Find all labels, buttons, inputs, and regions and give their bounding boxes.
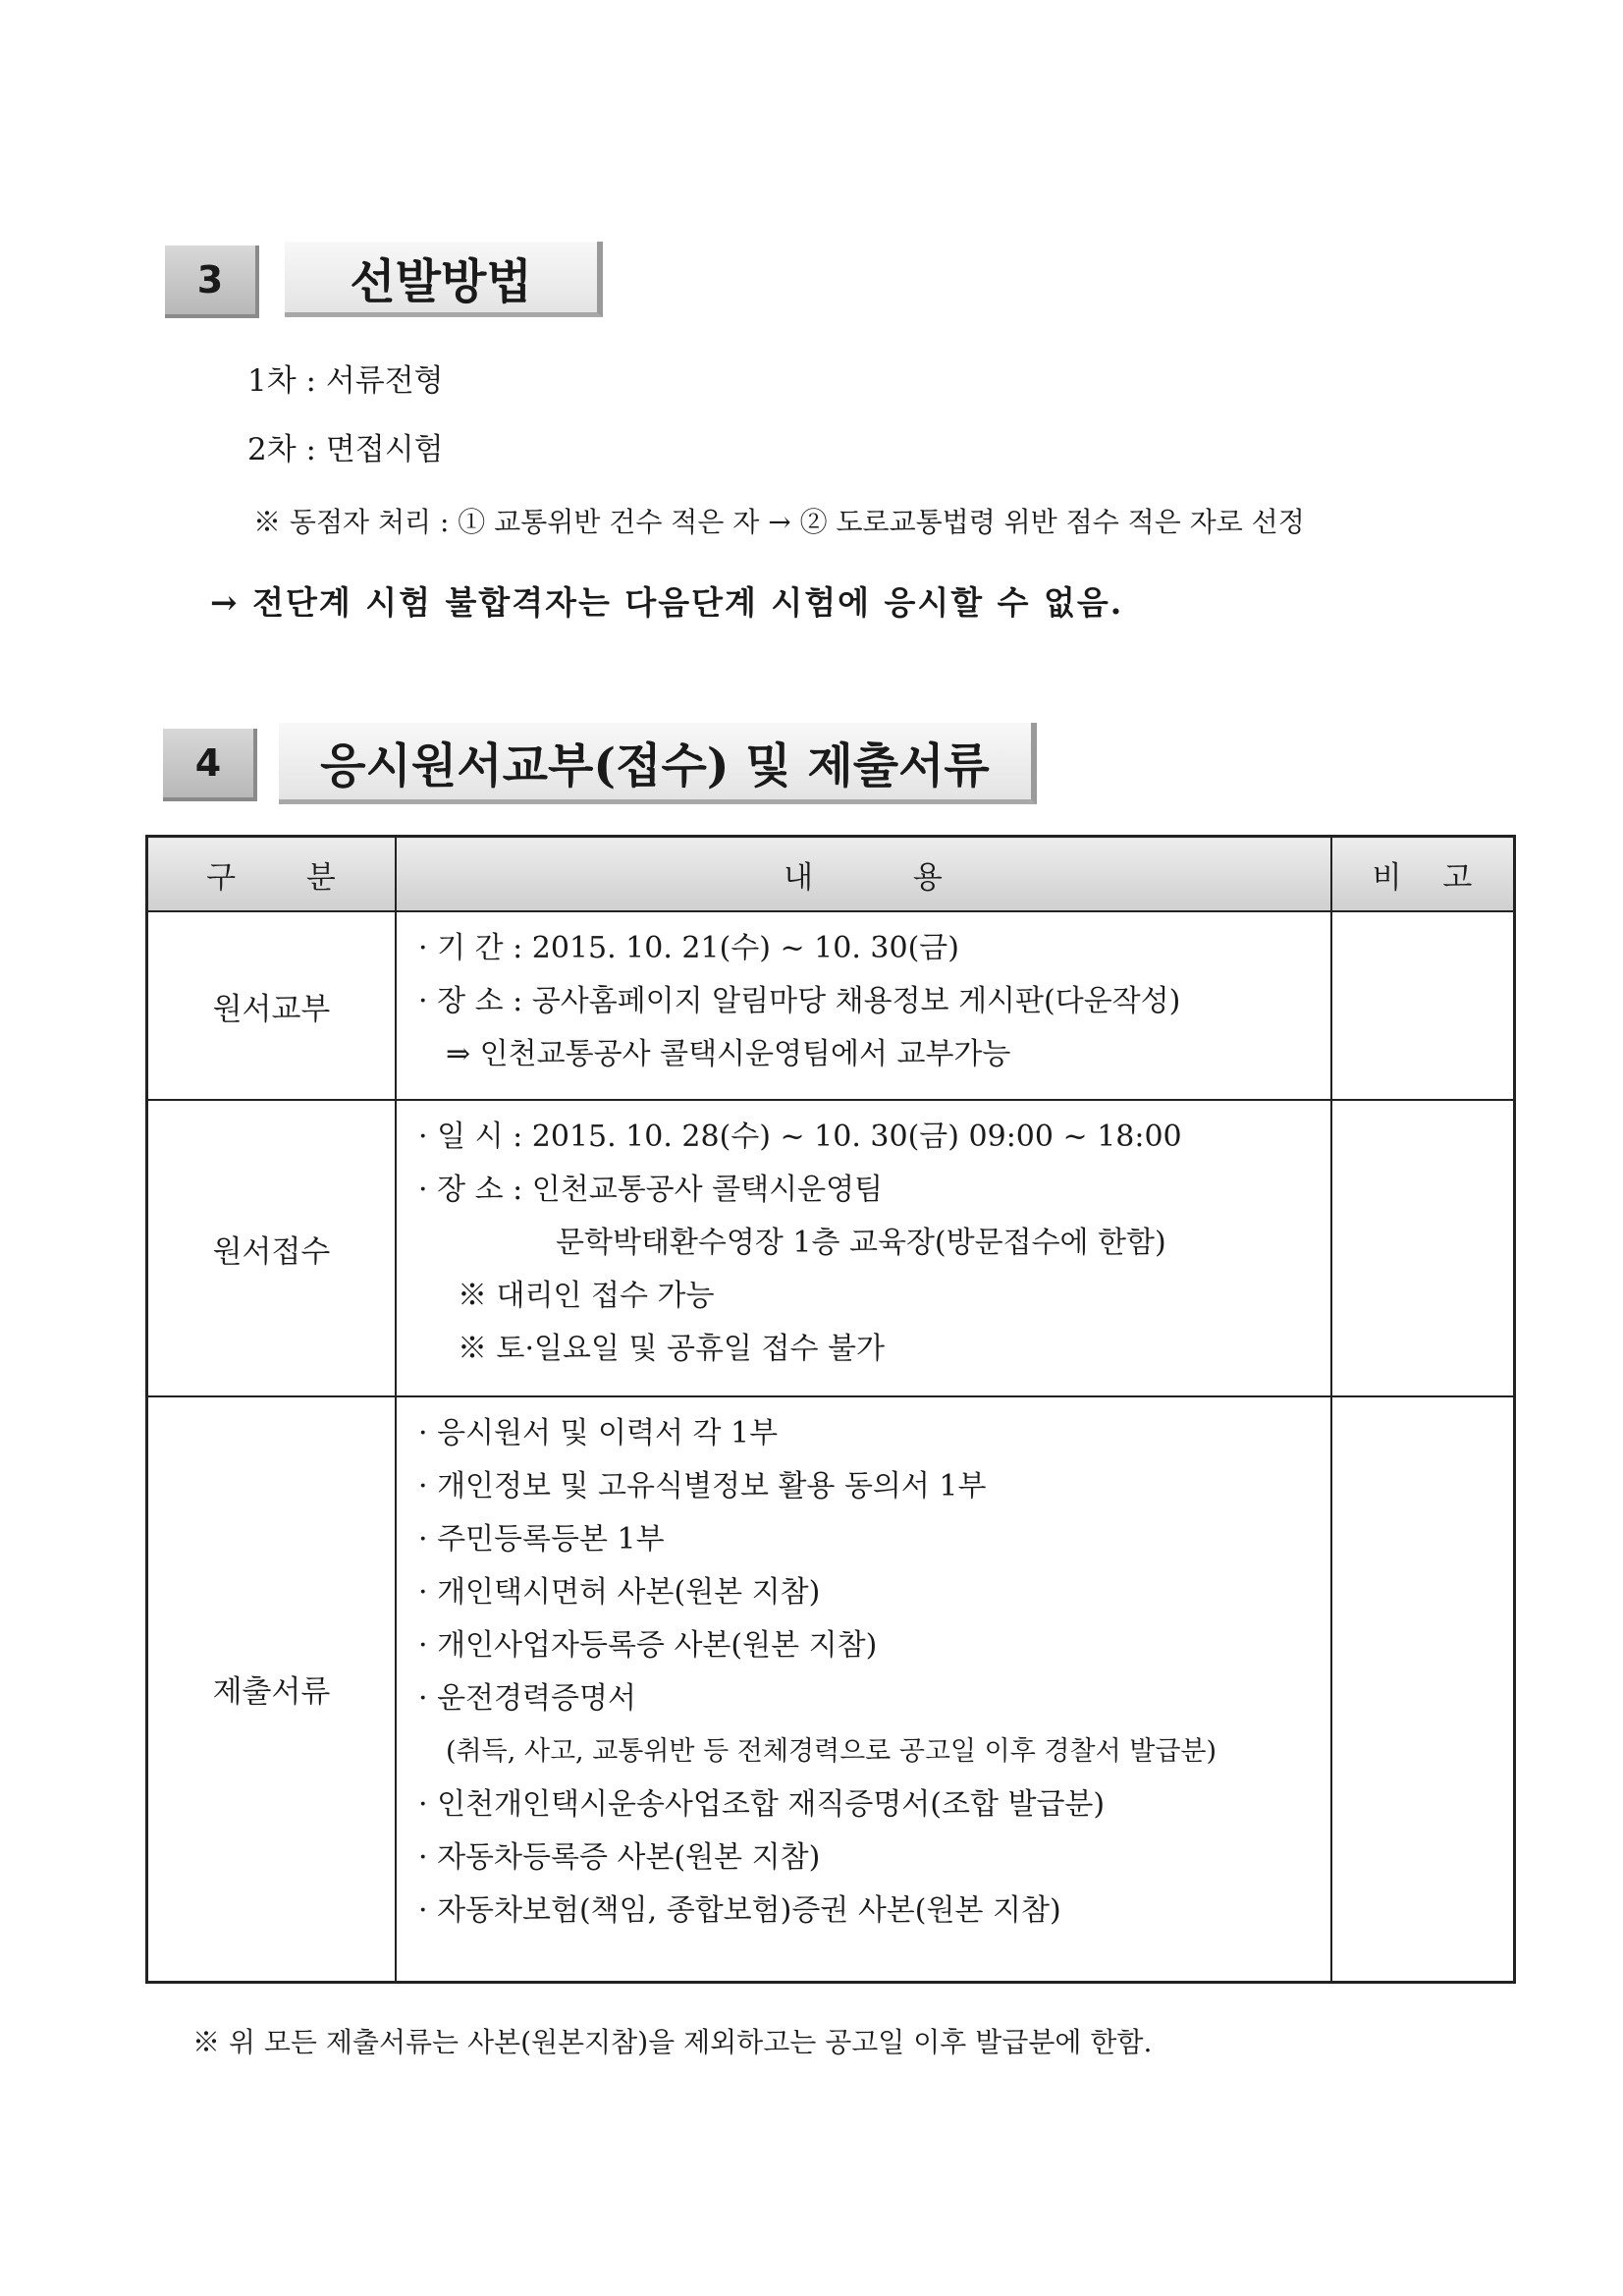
- content-cell: [396, 1396, 1331, 1982]
- header-category: 구 분: [147, 837, 397, 912]
- content-line: ※ 대리인 접수 가능: [458, 1279, 715, 1313]
- content-line: · 인천개인택시운송사업조합 재직증명서(조합 발급분): [418, 1787, 1106, 1822]
- section-3-title: 선발방법: [285, 242, 603, 317]
- content-line: · 개인정보 및 고유식별정보 활용 동의서 1부: [418, 1469, 987, 1503]
- content-line: (취득, 사고, 교통위반 등 전체경력으로 공고일 이후 경찰서 발급분): [446, 1736, 1217, 1767]
- content-line: ⇒ 인천교통공사 콜택시운영팀에서 교부가능: [446, 1037, 1011, 1071]
- content-line: · 주민등록등본 1부: [418, 1522, 665, 1557]
- remarks-cell: [1331, 1396, 1515, 1982]
- content-line: 문학박태환수영장 1층 교육장(방문접수에 한함): [556, 1226, 1166, 1260]
- content-line: · 기 간 : 2015. 10. 21(수) ~ 10. 30(금): [418, 931, 959, 965]
- header-remarks: 비 고: [1331, 837, 1515, 912]
- content-line: · 응시원서 및 이력서 각 1부: [418, 1416, 779, 1450]
- content-cell: [396, 1100, 1331, 1396]
- content-cell: [396, 911, 1331, 1100]
- content-line: · 개인택시면허 사본(원본 지참): [418, 1575, 821, 1610]
- content-line: ※ 토·일요일 및 공휴일 접수 불가: [458, 1332, 885, 1366]
- remarks-cell: [1331, 1100, 1515, 1396]
- category-cell: 원서교부: [147, 911, 397, 1100]
- table-row: [147, 1396, 1515, 1982]
- footnote: ※ 위 모든 제출서류는 사본(원본지참)을 제외하고는 공고일 이후 발급분에 한함.: [192, 2026, 1153, 2058]
- stage-2-line: 2차 : 면접시험: [247, 432, 444, 467]
- table-row: [147, 1100, 1515, 1396]
- content-line: · 자동차보험(책임, 종합보험)증권 사본(원본 지참): [418, 1893, 1061, 1928]
- content-line: · 일 시 : 2015. 10. 28(수) ~ 10. 30(금) 09:00 ~ 18:00: [418, 1120, 1182, 1154]
- section-3-number: 3: [165, 246, 259, 318]
- content-line: · 운전경력증명서: [418, 1681, 636, 1716]
- remarks-cell: [1331, 911, 1515, 1100]
- section-4-title: 응시원서교부(접수) 및 제출서류: [279, 723, 1037, 804]
- category-cell: 제출서류: [147, 1396, 397, 1982]
- content-line: · 장 소 : 인천교통공사 콜택시운영팀: [418, 1173, 884, 1207]
- header-content: 내 용: [396, 837, 1331, 912]
- requirements-table: [145, 835, 1516, 1984]
- content-line: · 장 소 : 공사홈페이지 알림마당 채용정보 게시판(다운작성): [418, 984, 1181, 1018]
- section-4-number: 4: [163, 729, 257, 801]
- tie-break-note: ※ 동점자 처리 : ① 교통위반 건수 적은 자 → ② 도로교통법령 위반 점수 적은 자로 선정: [253, 506, 1305, 538]
- table-row: [147, 911, 1515, 1100]
- stage-1-line: 1차 : 서류전형: [247, 363, 444, 399]
- content-line: · 자동차등록증 사본(원본 지참): [418, 1840, 821, 1875]
- table-header-row: [147, 837, 1515, 912]
- content-line: · 개인사업자등록증 사본(원본 지참): [418, 1628, 878, 1663]
- category-cell: 원서접수: [147, 1100, 397, 1396]
- fail-note: → 전단계 시험 불합격자는 다음단계 시험에 응시할 수 없음.: [210, 583, 1124, 622]
